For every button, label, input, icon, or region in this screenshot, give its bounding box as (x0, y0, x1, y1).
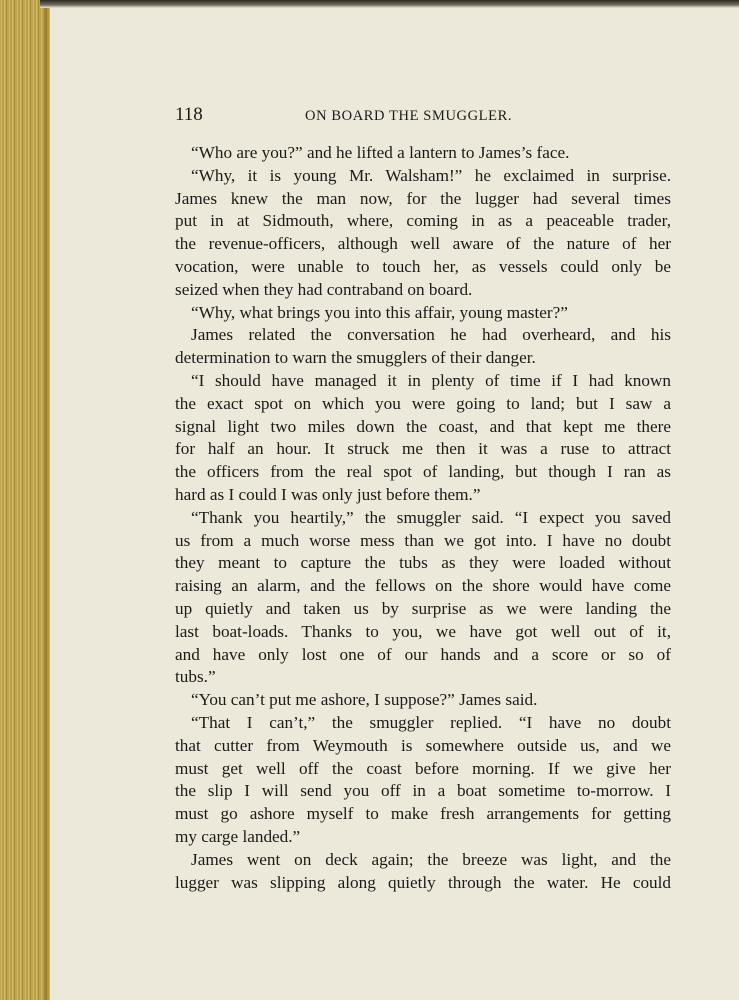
text-line: “Thank you heartily,” the smuggler said. “I expect you saved (191, 507, 671, 527)
text-line: the exact spot on which you were going to land; but I saw a (175, 393, 671, 413)
text-line: signal light two miles down the coast, and that kept me there (175, 416, 671, 436)
text-line: that cutter from Weymouth is somewhere outside us, and we (175, 735, 671, 755)
text-block (175, 104, 671, 894)
top-edge (40, 0, 739, 8)
text-line: the slip I will send you off in a boat sometime to-morrow. I (175, 781, 671, 801)
text-line: “You can’t put me ashore, I suppose?” James said. (191, 690, 538, 710)
text-line: put in at Sidmouth, where, coming in as a peaceable trader, (175, 211, 671, 231)
text-line: and have only lost one of our hands and a score or so of (175, 644, 671, 664)
text-line: the officers from the real spot of landing, but though I ran as (175, 462, 671, 482)
text-line: must get well off the coast before morning. If we give her (175, 758, 671, 778)
page-edges (0, 0, 50, 1000)
text-line: they meant to capture the tubs as they were loaded without (175, 553, 671, 573)
text-line: must go ashore myself to make fresh arrangements for getting (175, 804, 671, 824)
text-line: for half an hour. It struck me then it was a ruse to attract (175, 439, 671, 459)
text-line: lugger was slipping along quietly through the water. He could (175, 872, 671, 892)
running-head-title: ON BOARD THE SMUGGLER. (305, 108, 513, 124)
text-line: James went on deck again; the breeze was light, and the (191, 849, 671, 869)
text-line: James related the conversation he had overheard, and his (191, 325, 671, 345)
text-line: us from a much worse mess than we got into. I have no doubt (175, 530, 671, 550)
body-text (175, 142, 671, 894)
text-line: last boat-loads. Thanks to you, we have got well out of it, (175, 621, 671, 641)
text-line: “That I can’t,” the smuggler replied. “I have no doubt (191, 712, 671, 732)
text-line: tubs.” (175, 667, 216, 687)
text-line: determination to warn the smugglers of their danger. (175, 348, 536, 368)
text-line: vocation, were unable to touch her, as vessels could only be (175, 256, 671, 276)
text-line: seized when they had contraband on board. (175, 279, 473, 299)
text-line: “Why, what brings you into this affair, young master?” (191, 302, 568, 322)
text-line: “Why, it is young Mr. Walsham!” he exclaimed in surprise. (191, 165, 671, 185)
text-line: hard as I could I was only just before them.” (175, 484, 481, 504)
page-number: 118 (175, 104, 203, 125)
text-line: James knew the man now, for the lugger had several times (175, 188, 671, 208)
text-line: “I should have managed it in plenty of time if I had known (191, 370, 671, 390)
text-line: “Who are you?” and he lifted a lantern to James’s face. (191, 143, 570, 162)
text-line: my carge landed.” (175, 826, 301, 846)
running-head (175, 104, 671, 136)
text-line: raising an alarm, and the fellows on the shore would have come (175, 576, 671, 596)
text-line: the revenue-officers, although well aware of the nature of her (175, 234, 671, 254)
text-line: up quietly and taken us by surprise as we were landing the (175, 598, 671, 618)
